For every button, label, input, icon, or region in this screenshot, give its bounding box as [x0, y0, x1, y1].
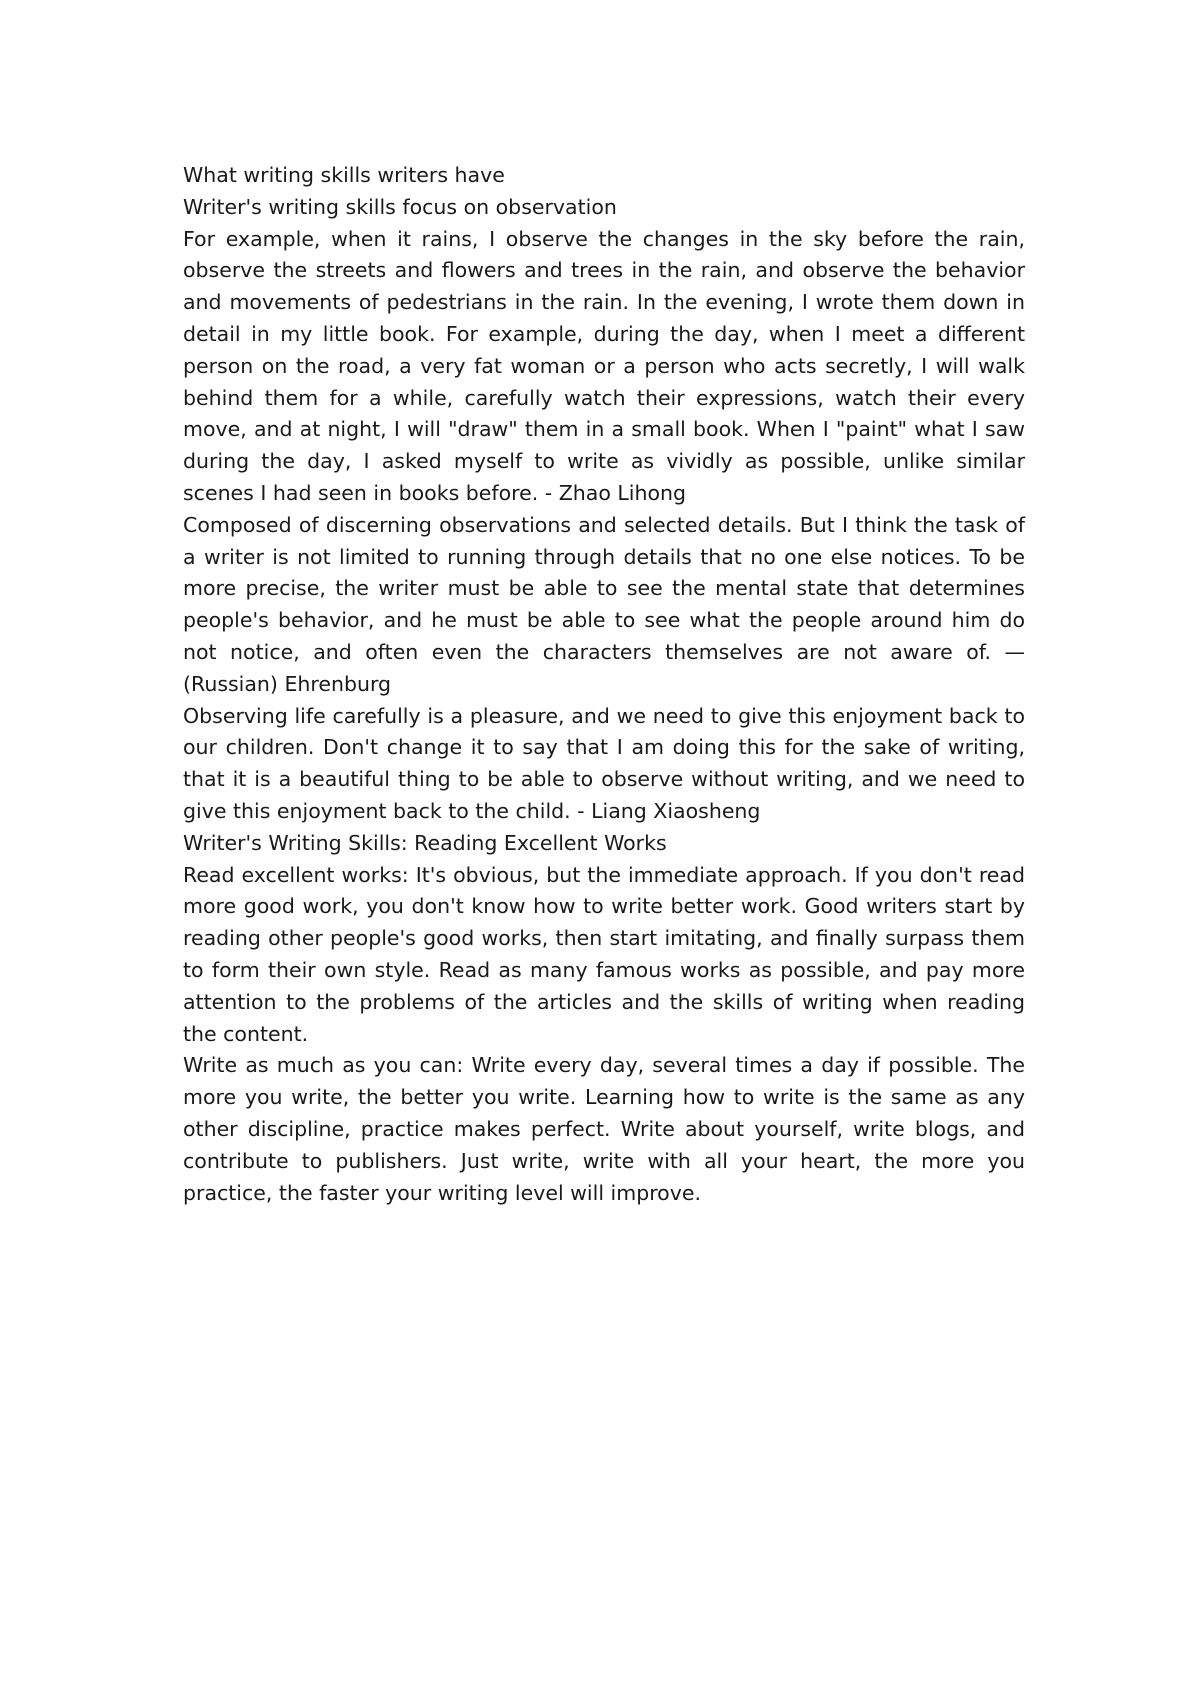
paragraph-read-excellent-works: Read excellent works: It's obvious, but the immediate approach. If you don't read more good work, you don't know how to write better work. Good writers start by reading other people's good works, then start imitating, and finally surpass them to form their own style. Read as many famous works as possible, and pay more attention to the problems of the articles and the skills of writing when reading the content.: [183, 862, 1025, 1046]
document-body: [183, 160, 1025, 1209]
paragraph-zhao-lihong: For example, when it rains, I observe the changes in the sky before the rain, observe the streets and flowers and trees in the rain, and observe the behavior and movements of pedestrians in the rain. In the evening, I wrote them down in detail in my little book. For example, during the day, when I meet a different person on the road, a very fat woman or a person who acts secretly, I will walk behind them for a while, carefully watch their expressions, watch their every move, and at night, I will "draw" them in a small book. When I "paint" what I saw during the day, I asked myself to write as vividly as possible, unlike similar scenes I had seen in books before. - Zhao Lihong: [183, 226, 1025, 505]
section-heading-reading: Writer's Writing Skills: Reading Excellent Works: [183, 830, 667, 855]
section-heading-observation: Writer's writing skills focus on observation: [183, 194, 617, 219]
paragraph-write-as-much: Write as much as you can: Write every day, several times a day if possible. The more you write, the better you write. Learning how to write is the same as any other discipline, practice makes perfect. Write about yourself, write blogs, and contribute to publishers. Just write, write with all your heart, the more you practice, the faster your writing level will improve.: [183, 1053, 1025, 1205]
paragraph-liang-xiaosheng: Observing life carefully is a pleasure, and we need to give this enjoyment back to our children. Don't change it to say that I am doing this for the sake of writing, that it is a beautiful thing to be able to observe without writing, and we need to give this enjoyment back to the child. - Liang Xiaosheng: [183, 703, 1025, 823]
paragraph-ehrenburg: Composed of discerning observations and selected details. But I think the task of a writer is not limited to running through details that no one else notices. To be more precise, the writer must be able to see the mental state that determines people's behavior, and he must be able to see what the people around him do not notice, and often even the characters themselves are not aware of. — (Russian) Ehrenburg: [183, 512, 1025, 696]
document-title: What writing skills writers have: [183, 163, 505, 187]
